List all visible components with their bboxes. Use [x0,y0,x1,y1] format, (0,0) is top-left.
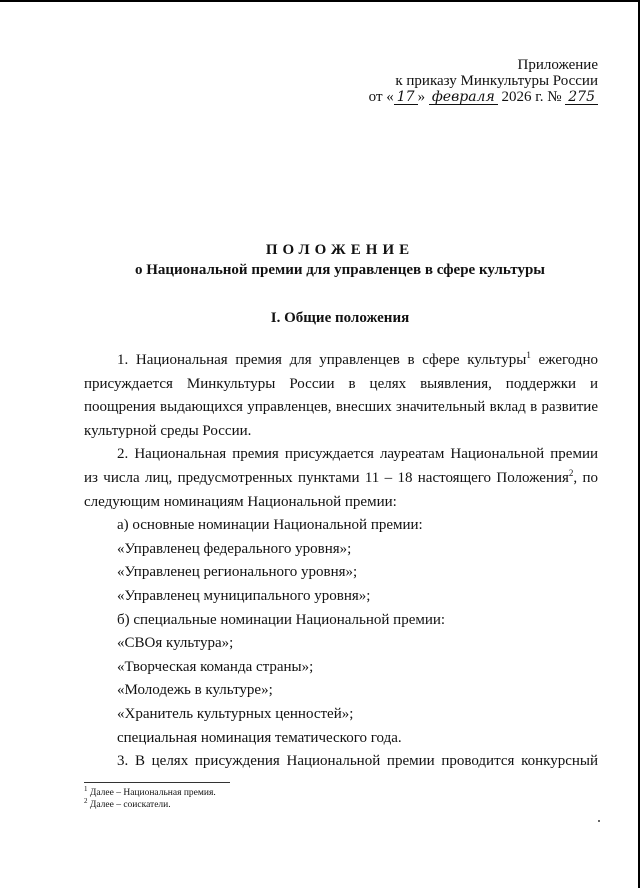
handwritten-month: февраля [429,91,498,105]
list-item: «Управленец муниципального уровня»; [117,587,371,604]
section-heading: I. Общие положения [270,310,410,326]
list-item: «Управленец федерального уровня»; [117,540,352,557]
list-item: «СВОя культура»; [117,635,234,652]
footnote-ref-2: 2 [568,467,574,478]
appendix-date-line [369,89,598,105]
handwritten-number: 275 [565,91,598,105]
footnote-2 [84,796,216,811]
list-item: «Управленец регионального уровня»; [117,564,358,581]
appendix-order-ref: к приказу Минкультуры России [395,73,598,89]
document-body [84,349,598,774]
scan-border-top [0,0,640,2]
list-item: б) специальные номинации Национальной премии: [117,611,446,628]
date-prefix: от « [368,89,394,105]
appendix-label: Приложение [517,57,598,73]
paragraph-2-text-cont: , по следующим номинациям Национальной премии: [84,469,599,510]
list-item: «Хранитель культурных ценностей»; [117,705,354,722]
date-year: 2026 г. № [497,89,566,105]
appendix-header [369,57,598,105]
list-item: «Творческая команда страны»; [117,658,314,675]
handwritten-day: 17 [394,91,418,105]
footnote-divider [84,782,230,783]
list-item: специальная номинация тематического года. [117,729,402,746]
footnote-2-mark: 2 [84,796,88,805]
paragraph-1-text: 1. Национальная премия для управленцев в сфере культуры [117,352,527,368]
paragraph-2-text: 2. Национальная премия присуждается лауреатам Национальной премии из числа лиц, предусмотренных пунктами 11 – 18 настоящего Положения [84,446,598,486]
list-item: а) основные номинации Национальной премии: [117,517,423,534]
footnote-ref-1: 1 [526,350,531,360]
document-subtitle: о Национальной премии для управленцев в сфере культуры [134,262,546,278]
footnote-1-mark: 1 [84,784,88,793]
scan-speck [598,820,600,822]
footnotes [84,784,216,811]
paragraph-2 [84,443,598,514]
footnote-2-text: Далее – соискатели. [87,800,171,810]
footnote-1 [84,784,216,799]
paragraph-1-text-cont: ежегодно присуждается Минкультуры России в целях выявления, поддержки и поощрения выдающихся управленцев, внесших значительный вклад в развитие культурной среды России. [84,352,598,439]
paragraph-1 [84,349,598,443]
footnote-1-text: Далее – Национальная премия. [87,788,216,798]
date-mid: » [417,89,429,105]
document-title: ПОЛОЖЕНИЕ [265,242,415,258]
list-item: «Молодежь в культуре»; [117,682,273,699]
paragraph-3: 3. В целях присуждения Национальной премии проводится конкурсный [117,753,598,770]
